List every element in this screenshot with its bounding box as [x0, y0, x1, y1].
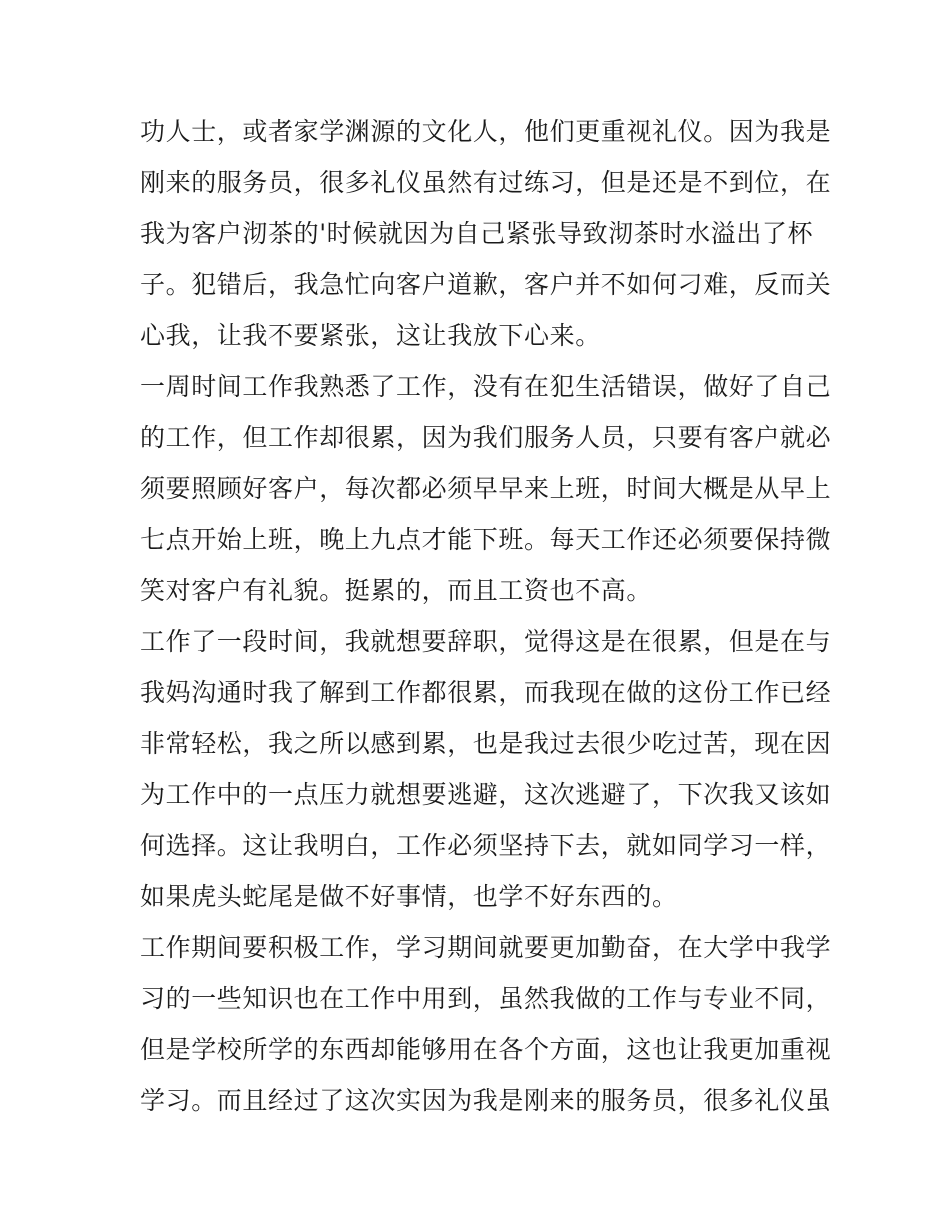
text-line: 工作了一段时间，我就想要辞职，觉得这是在很累，但是在与 — [140, 627, 832, 656]
text-line: 何选择。这让我明白，工作必须坚持下去，就如同学习一样， — [140, 831, 832, 860]
text-line: 一周时间工作我熟悉了工作，没有在犯生活错误，做好了自己 — [140, 372, 832, 401]
text-line: 为工作中的一点压力就想要逃避，这次逃避了，下次我又该如 — [140, 780, 832, 809]
document-body — [140, 106, 832, 1126]
text-line: 我为客户沏茶的'时候就因为自己紧张导致沏茶时水溢出了杯 — [140, 219, 814, 248]
text-line: 心我，让我不要紧张，这让我放下心来。 — [140, 321, 601, 350]
text-line: 须要照顾好客户，每次都必须早早来上班，时间大概是从早上 — [140, 474, 832, 503]
text-line: 非常轻松，我之所以感到累，也是我过去很少吃过苦，现在因 — [140, 729, 832, 758]
text-line: 我妈沟通时我了解到工作都很累，而我现在做的这份工作已经 — [140, 678, 832, 707]
text-line: 七点开始上班，晚上九点才能下班。每天工作还必须要保持微 — [140, 525, 832, 554]
text-line: 子。犯错后，我急忙向客户道歉，客户并不如何刁难，反而关 — [140, 270, 832, 299]
text-line: 功人士，或者家学渊源的文化人，他们更重视礼仪。因为我是 — [140, 117, 832, 146]
text-line: 习的一些知识也在工作中用到，虽然我做的工作与专业不同， — [140, 984, 832, 1013]
text-line: 如果虎头蛇尾是做不好事情，也学不好东西的。 — [140, 882, 678, 911]
text-line: 但是学校所学的东西却能够用在各个方面，这也让我更加重视 — [140, 1035, 832, 1064]
text-line: 刚来的服务员，很多礼仪虽然有过练习，但是还是不到位，在 — [140, 168, 832, 197]
text-line: 的工作，但工作却很累，因为我们服务人员，只要有客户就必 — [140, 423, 832, 452]
text-line: 学习。而且经过了这次实因为我是刚来的服务员，很多礼仪虽 — [140, 1086, 832, 1115]
text-line: 工作期间要积极工作，学习期间就要更加勤奋，在大学中我学 — [140, 933, 832, 962]
text-line: 笑对客户有礼貌。挺累的，而且工资也不高。 — [140, 576, 653, 605]
